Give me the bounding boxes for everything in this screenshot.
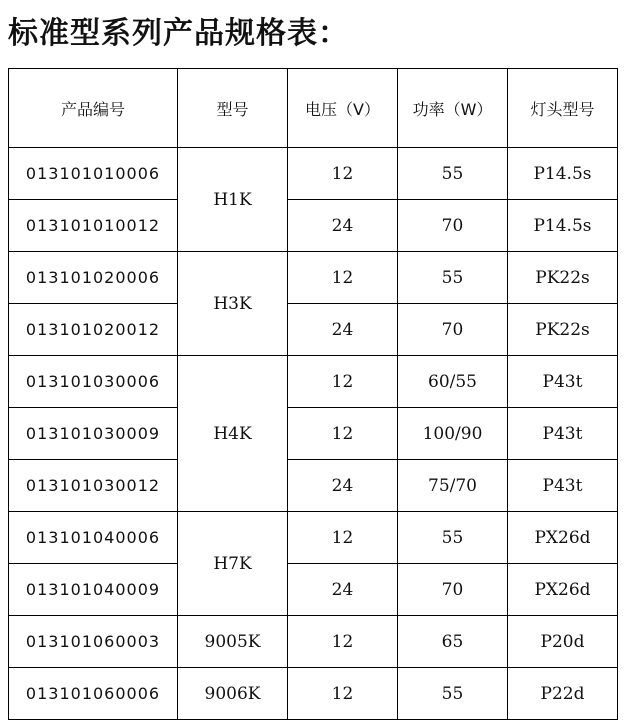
table-row xyxy=(9,460,618,512)
voltage-cell: 12 xyxy=(288,616,398,668)
base-type-cell: P14.5s xyxy=(508,200,618,252)
product-code-cell: 013101040006 xyxy=(9,512,178,564)
base-type-cell: P20d xyxy=(508,616,618,668)
base-type-cell: PX26d xyxy=(508,512,618,564)
product-code-cell: 013101010006 xyxy=(9,148,178,200)
base-type-cell: PK22s xyxy=(508,252,618,304)
model-cell: H3K xyxy=(178,252,288,356)
voltage-cell: 12 xyxy=(288,252,398,304)
table-row xyxy=(9,668,618,720)
product-code-cell: 013101030006 xyxy=(9,356,178,408)
table-row xyxy=(9,512,618,564)
product-code-cell: 013101020012 xyxy=(9,304,178,356)
voltage-cell: 12 xyxy=(288,512,398,564)
model-cell: H1K xyxy=(178,148,288,252)
power-cell: 55 xyxy=(398,668,508,720)
product-code-cell: 013101060003 xyxy=(9,616,178,668)
power-cell: 55 xyxy=(398,252,508,304)
table-row xyxy=(9,304,618,356)
product-code-cell: 013101030012 xyxy=(9,460,178,512)
product-code-cell: 013101060006 xyxy=(9,668,178,720)
header-voltage: 电压（V） xyxy=(288,69,398,148)
model-cell: 9006K xyxy=(178,668,288,720)
power-cell: 100/90 xyxy=(398,408,508,460)
voltage-cell: 24 xyxy=(288,460,398,512)
product-code-cell: 013101010012 xyxy=(9,200,178,252)
model-cell: 9005K xyxy=(178,616,288,668)
base-type-cell: PX26d xyxy=(508,564,618,616)
table-row xyxy=(9,408,618,460)
base-type-cell: P43t xyxy=(508,408,618,460)
voltage-cell: 12 xyxy=(288,668,398,720)
table-body xyxy=(9,148,618,720)
table-row xyxy=(9,200,618,252)
base-type-cell: P14.5s xyxy=(508,148,618,200)
table-row xyxy=(9,616,618,668)
voltage-cell: 24 xyxy=(288,564,398,616)
header-product-code: 产品编号 xyxy=(9,69,178,148)
table-row xyxy=(9,564,618,616)
voltage-cell: 12 xyxy=(288,148,398,200)
table-row xyxy=(9,356,618,408)
table-row xyxy=(9,252,618,304)
base-type-cell: PK22s xyxy=(508,304,618,356)
power-cell: 55 xyxy=(398,148,508,200)
voltage-cell: 12 xyxy=(288,408,398,460)
product-code-cell: 013101030009 xyxy=(9,408,178,460)
model-cell: H7K xyxy=(178,512,288,616)
page-title: 标准型系列产品规格表： xyxy=(8,16,349,51)
table-header-row xyxy=(9,69,618,148)
spec-table xyxy=(8,68,618,720)
power-cell: 65 xyxy=(398,616,508,668)
header-power: 功率（W） xyxy=(398,69,508,148)
model-cell: H4K xyxy=(178,356,288,512)
table-row xyxy=(9,148,618,200)
power-cell: 75/70 xyxy=(398,460,508,512)
power-cell: 70 xyxy=(398,304,508,356)
voltage-cell: 24 xyxy=(288,304,398,356)
base-type-cell: P43t xyxy=(508,460,618,512)
base-type-cell: P22d xyxy=(508,668,618,720)
power-cell: 70 xyxy=(398,564,508,616)
power-cell: 60/55 xyxy=(398,356,508,408)
header-model: 型号 xyxy=(178,69,288,148)
power-cell: 55 xyxy=(398,512,508,564)
voltage-cell: 24 xyxy=(288,200,398,252)
product-code-cell: 013101040009 xyxy=(9,564,178,616)
header-base-type: 灯头型号 xyxy=(508,69,618,148)
voltage-cell: 12 xyxy=(288,356,398,408)
base-type-cell: P43t xyxy=(508,356,618,408)
product-code-cell: 013101020006 xyxy=(9,252,178,304)
power-cell: 70 xyxy=(398,200,508,252)
